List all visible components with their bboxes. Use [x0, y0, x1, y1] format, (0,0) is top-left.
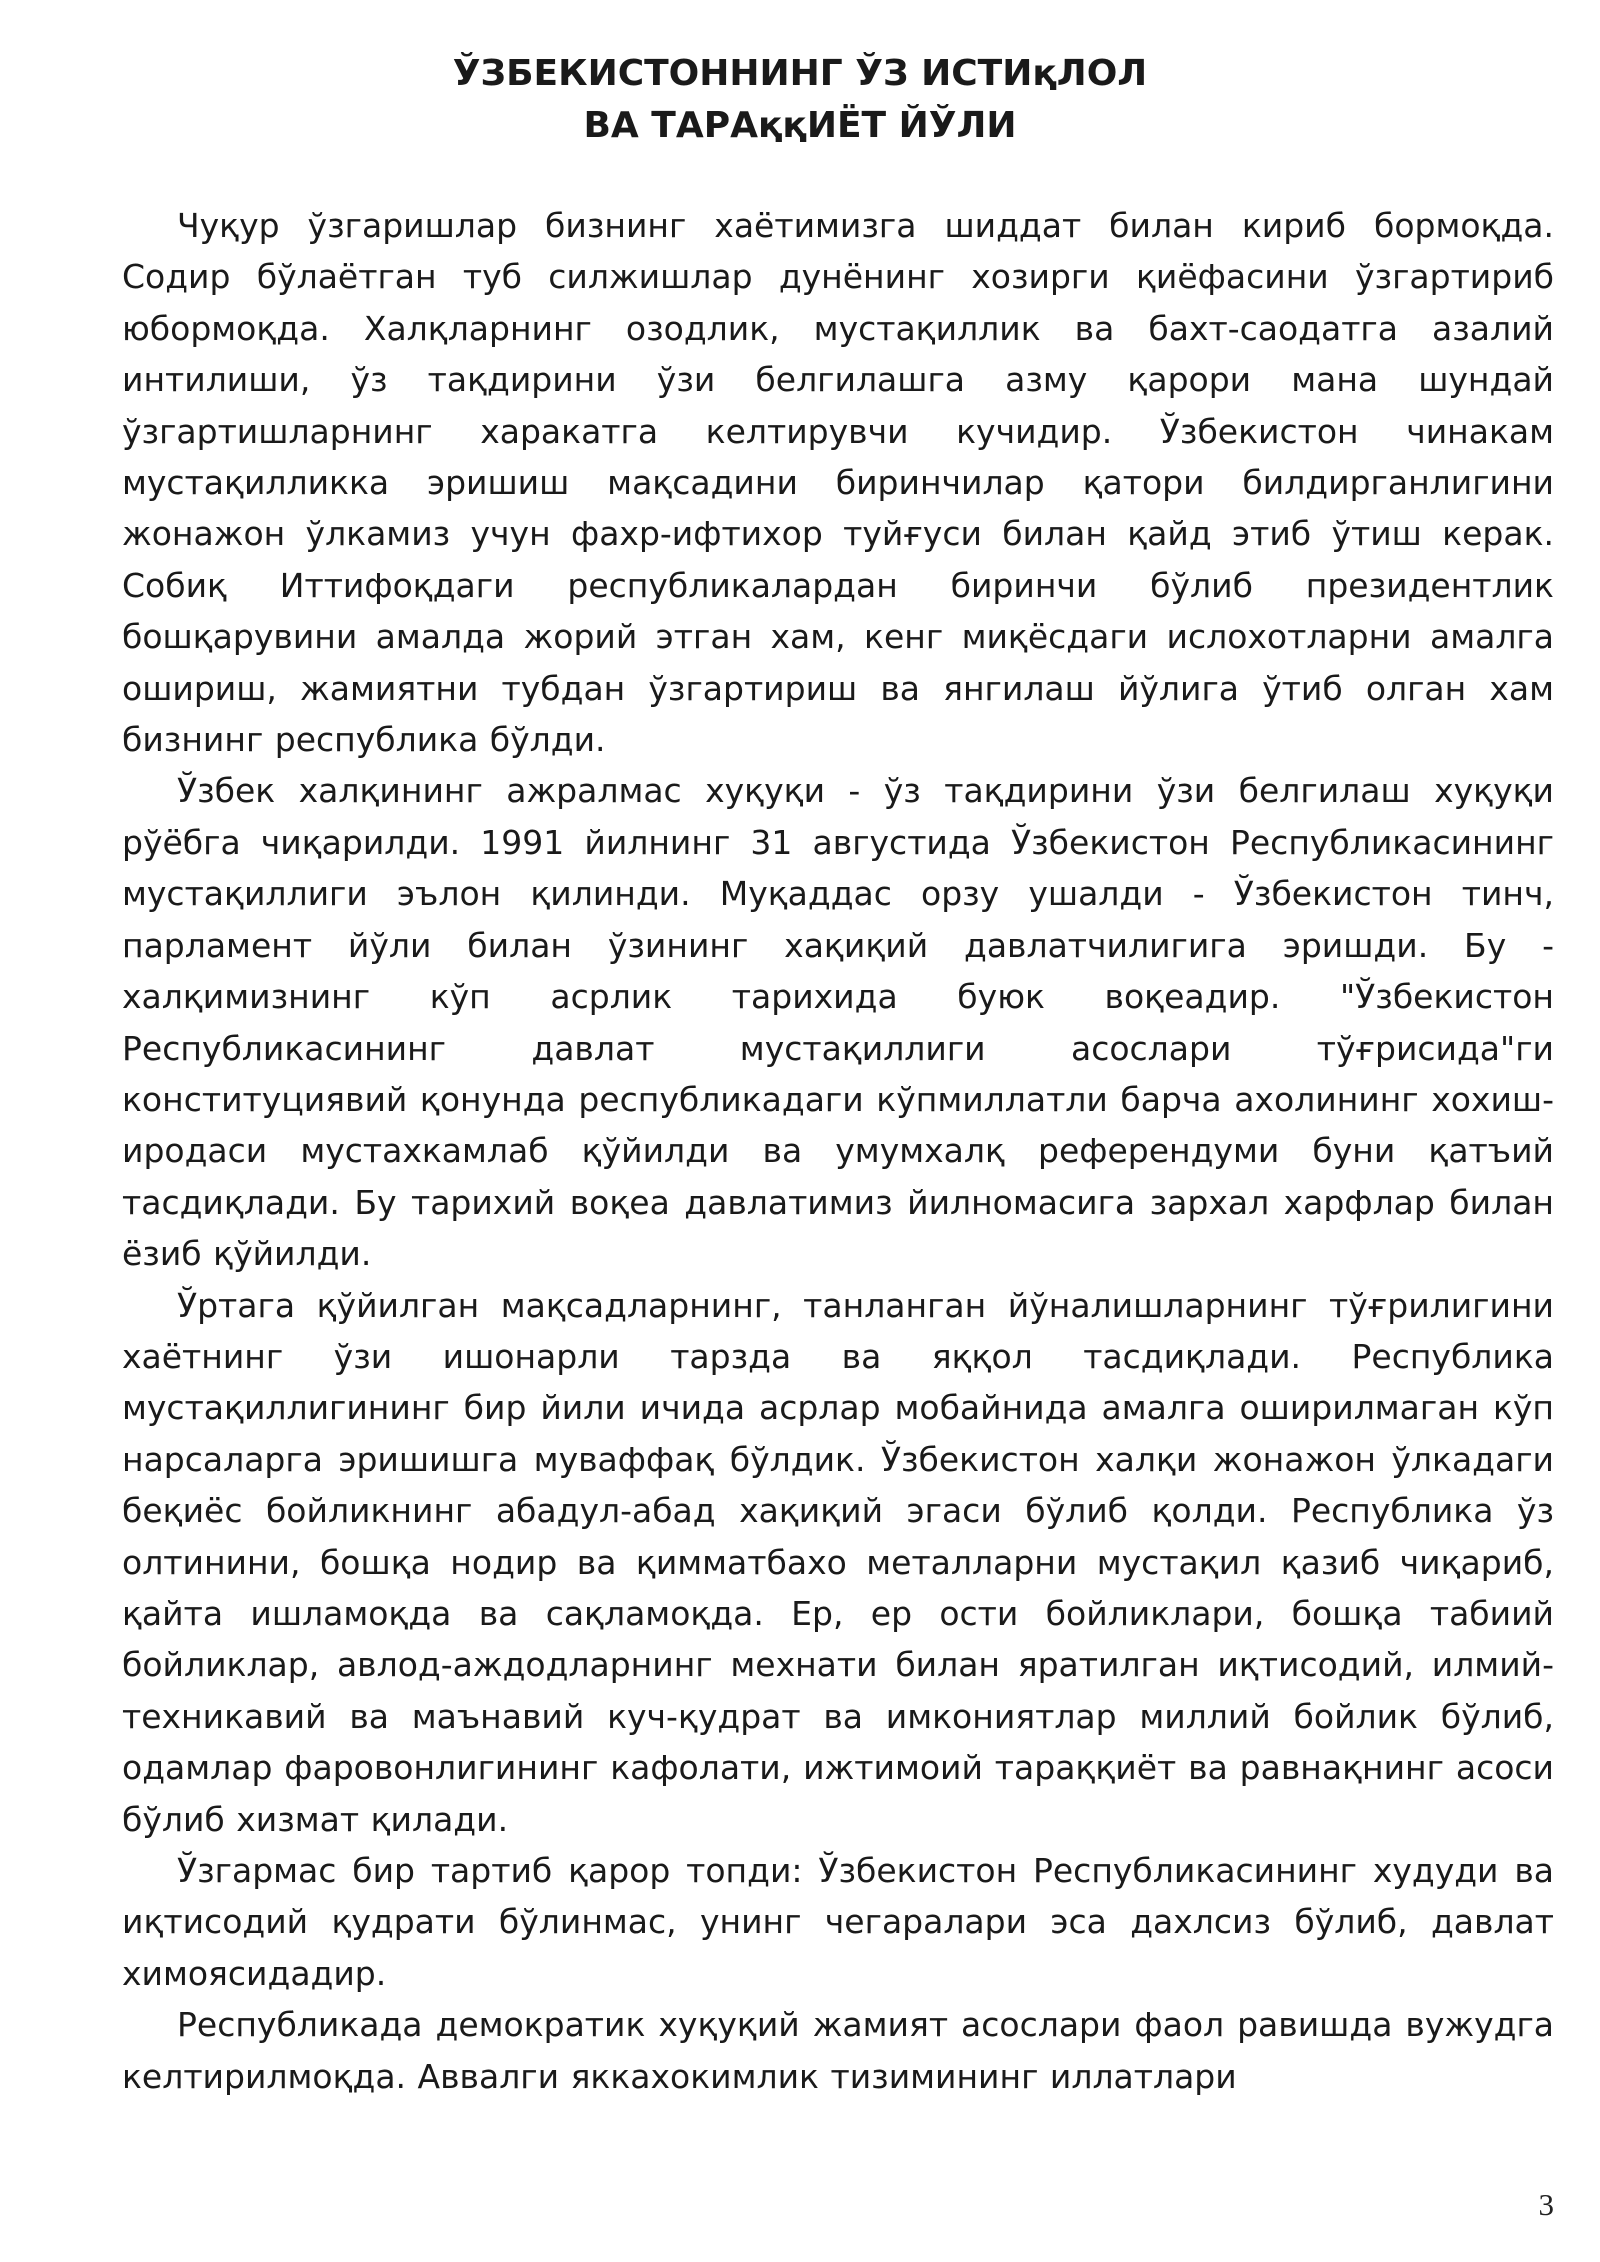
paragraph-5: Республикада демократик хуқуқий жамият асослари фаол равишда вужудга келтирилмоқда. Аввалги яккахокимлик тизимининг иллатлари [122, 2005, 1554, 2096]
paragraph-3: Ўртага қўйилган мақсадларнинг, танланган йўналишларнинг тўғрилигини хаётнинг ўзи ишонарли тарзда ва яққол тасдиқлади. Республика мустақиллигининг бир йили ичида асрлар мобайнида амалга оширилмаган кўп нарсаларга эришишга муваффақ бўлдик. Ўзбекистон халқи жонажон ўлкадаги беқиёс бойликнинг абадул-абад хақиқий эгаси бўлиб қолди. Республика ўз олтинини, бошқа нодир ва қимматбахо металларни мустақил қазиб чиқариб, қайта ишламоқда ва сақламоқда. Ер, ер ости бойликлари, бошқа табиий бойликлар, авлод-аждодларнинг мехнати билан яратилган иқтисодий, илмий-техникавий ва маънавий куч-қудрат ва имкониятлар миллий бойлик бўлиб, одамлар фаровонлигининг кафолати, ижтимоий тараққиёт ва равнақнинг асоси бўлиб хизмат қилади. [122, 1285, 1554, 1839]
paragraph-1: Чуқур ўзгаришлар бизнинг хаётимизга шиддат билан кириб бормоқда. Содир бўлаётган туб силжишлар дунёнинг хозирги қиёфасини ўзгартириб юбормоқда. Халқларнинг озодлик, мустақиллик ва бахт-саодатга азалий интилиши, ўз тақдирини ўзи белгилашга азму қарори мана шундай ўзгартишларнинг харакатга келтирувчи кучидир. Ўзбекистон чинакам мустақилликка эришиш мақсадини биринчилар қатори билдирганлигини жонажон ўлкамиз учун фахр-ифтихор туйғуси билан қайд этиб ўтиш керак. Собиқ Иттифоқдаги республикалардан биринчи бўлиб президентлик бошқарувини амалда жорий этган хам, кенг миқёсдаги ислохотларни амалга ошириш, жамиятни тубдан ўзгартириш ва янгилаш йўлига ўтиб олган хам бизнинг республика бўлди. [122, 206, 1554, 760]
page-title [120, 48, 1480, 152]
paragraph-4: Ўзгармас бир тартиб қарор топди: Ўзбекистон Республикасининг худуди ва иқтисодий қудрати бўлинмас, унинг чегаралари эса дахлсиз бўлиб, давлат химоясидадир. [122, 1851, 1554, 1993]
body-text [122, 200, 1554, 2102]
title-line-2: ВА ТАРАққИЁТ ЙЎЛИ [583, 105, 1017, 146]
paragraph-2: Ўзбек халқининг ажралмас хуқуқи - ўз тақдирини ўзи белгилаш хуқуқи рўёбга чиқарилди. 1991 йилнинг 31 августида Ўзбекистон Республикасининг мустақиллиги эълон қилинди. Муқаддас орзу ушалди - Ўзбекистон тинч, парламент йўли билан ўзининг хақиқий давлатчилигига эришди. Бу - халқимизнинг кўп асрлик тарихида буюк воқеадир. "Ўзбекистон Республикасининг давлат мустақиллиги асослари тўғрисида"ги конституциявий қонунда республикадаги кўпмиллатли барча ахолининг хохиш-иродаси мустахкамлаб қўйилди ва умумхалқ референдуми буни қатъий тасдиқлади. Бу тарихий воқеа давлатимиз йилномасига зархал харфлар билан ёзиб қўйилди. [122, 771, 1554, 1274]
title-line-1: ЎЗБЕКИСТОННИНГ ЎЗ ИСТИқЛОЛ [452, 53, 1148, 94]
page-number: 3 [1538, 2187, 1554, 2222]
